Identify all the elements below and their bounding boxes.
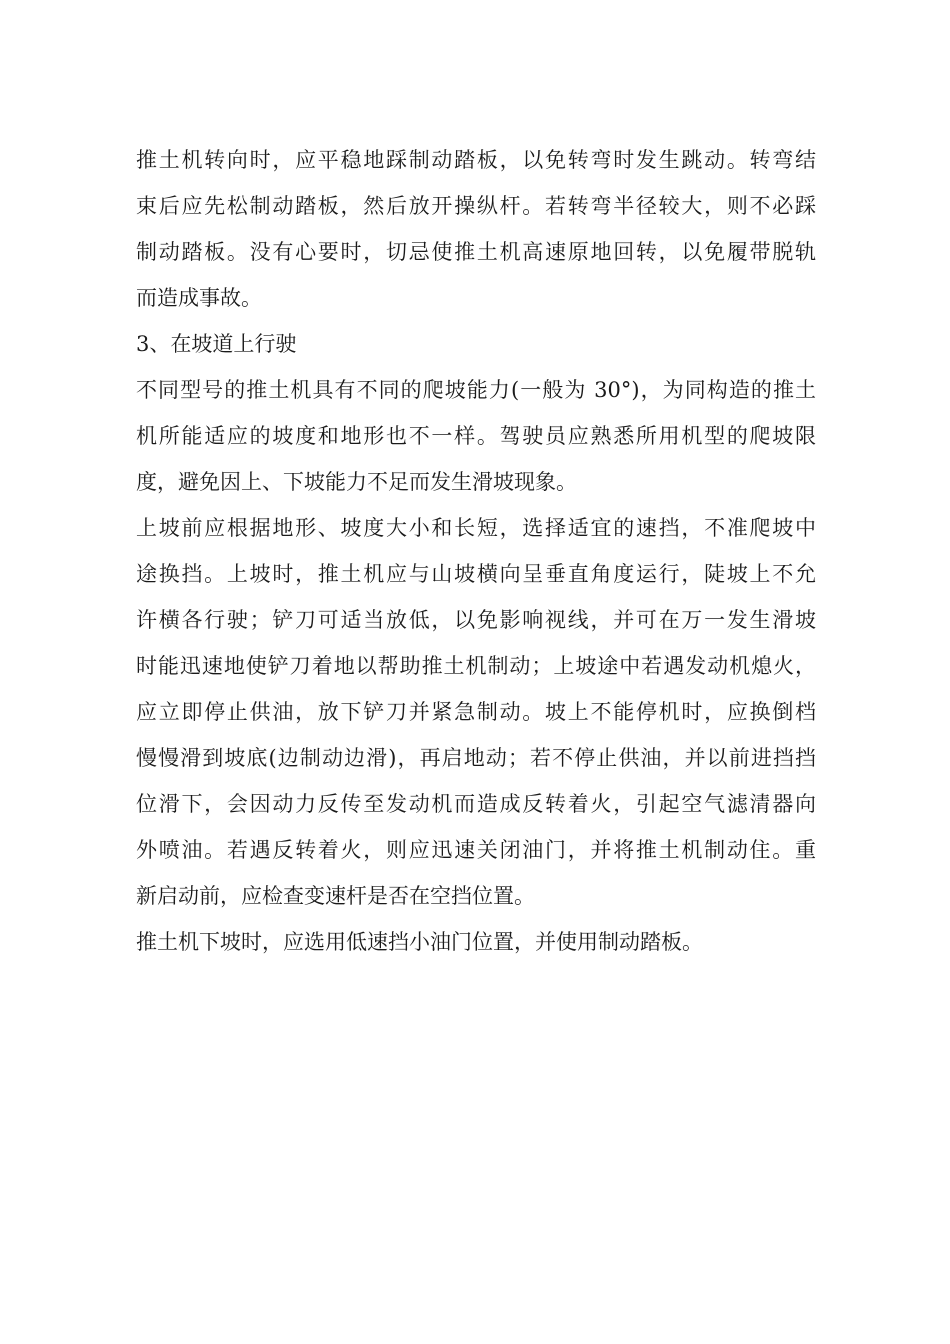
text-line: 位滑下，会因动力反传至发动机而造成反转着火，引起空气滤清器向 (136, 792, 816, 816)
paragraph-turning (136, 137, 816, 321)
text-line: 机所能适应的坡度和地形也不一样。驾驶员应熟悉所用机型的爬坡限 (136, 424, 816, 448)
text-line: 慢慢滑到坡底(边制动边滑)，再启地动；若不停止供油，并以前进挡挡 (136, 746, 816, 770)
text-line: 时能迅速地使铲刀着地以帮助推土机制动；上坡途中若遇发动机熄火， (136, 654, 816, 678)
text-line: 外喷油。若遇反转着火，则应迅速关闭油门，并将推土机制动住。重 (136, 838, 816, 862)
section-heading (136, 321, 816, 367)
text-line: 许横各行驶；铲刀可适当放低，以免影响视线，并可在万一发生滑坡 (136, 608, 816, 632)
text-line: 推土机转向时，应平稳地踩制动踏板，以免转弯时发生跳动。转弯结 (136, 148, 816, 172)
paragraph-uphill (136, 505, 816, 919)
text-line: 途换挡。上坡时，推土机应与山坡横向呈垂直角度运行，陡坡上不允 (136, 562, 816, 586)
text-line: 新启动前，应检查变速杆是否在空挡位置。 (136, 884, 535, 908)
text-line: 束后应先松制动踏板，然后放开操纵杆。若转弯半径较大，则不必踩 (136, 194, 816, 218)
paragraph-climbing-ability (136, 367, 816, 505)
text-line: 推土机下坡时，应选用低速挡小油门位置，并使用制动踏板。 (136, 930, 703, 954)
text-line: 而造成事故。 (136, 286, 262, 310)
heading-text: 3、在坡道上行驶 (136, 332, 297, 356)
paragraph-downhill (136, 919, 816, 965)
text-line: 应立即停止供油，放下铲刀并紧急制动。坡上不能停机时，应换倒档 (136, 700, 816, 724)
document-body (136, 137, 816, 965)
text-line: 不同型号的推土机具有不同的爬坡能力(一般为 30°)，为同构造的推土 (136, 378, 816, 402)
text-line: 制动踏板。没有心要时，切忌使推土机高速原地回转，以免履带脱轨 (136, 240, 816, 264)
text-line: 上坡前应根据地形、坡度大小和长短，选择适宜的速挡，不准爬坡中 (136, 516, 816, 540)
text-line: 度，避免因上、下坡能力不足而发生滑坡现象。 (136, 470, 577, 494)
